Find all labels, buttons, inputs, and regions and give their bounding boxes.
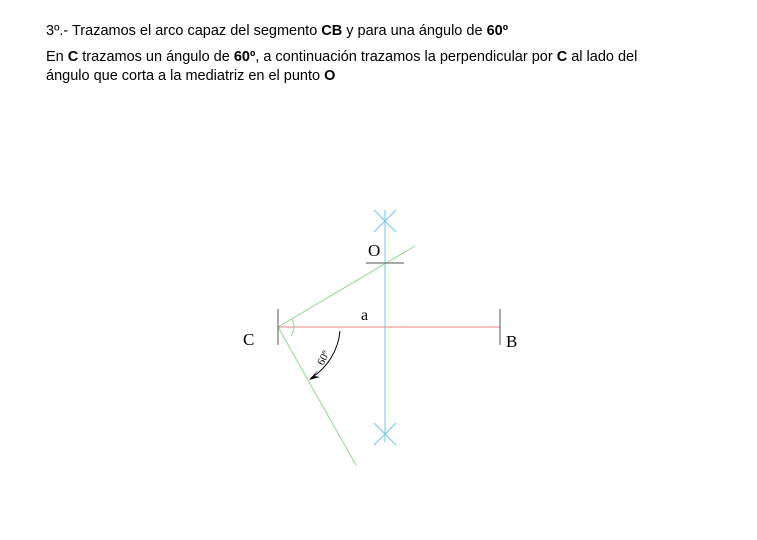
- text-fragment: ángulo que corta a la mediatriz en el punto: [46, 68, 325, 84]
- bold-fragment: CB: [321, 23, 343, 39]
- text-fragment: y para una ángulo de: [342, 23, 487, 39]
- text-fragment: 3º.- Trazamos el arco capaz del segmento: [46, 23, 322, 39]
- text-fragment: , a continuación trazamos la perpendicular por: [255, 49, 557, 65]
- bold-fragment: 60º: [486, 23, 508, 39]
- bold-fragment: 60º: [233, 49, 256, 65]
- label-point-o: O: [368, 241, 381, 260]
- text-fragment: al lado del: [567, 49, 638, 65]
- bold-fragment: C: [556, 49, 568, 65]
- bold-fragment: C: [67, 49, 79, 65]
- label-point-c: C: [243, 330, 255, 349]
- text-fragment: trazamos un ángulo de: [78, 49, 234, 65]
- label-segment-a: a: [361, 307, 369, 324]
- label-angle-60: 60º: [315, 349, 333, 368]
- text-fragment: En: [46, 49, 68, 65]
- angle-side-line: [278, 327, 356, 465]
- bold-fragment: O: [324, 68, 336, 84]
- label-point-b: B: [506, 332, 518, 351]
- arrow-icon: [309, 370, 320, 380]
- perpendicular-line: [278, 246, 415, 327]
